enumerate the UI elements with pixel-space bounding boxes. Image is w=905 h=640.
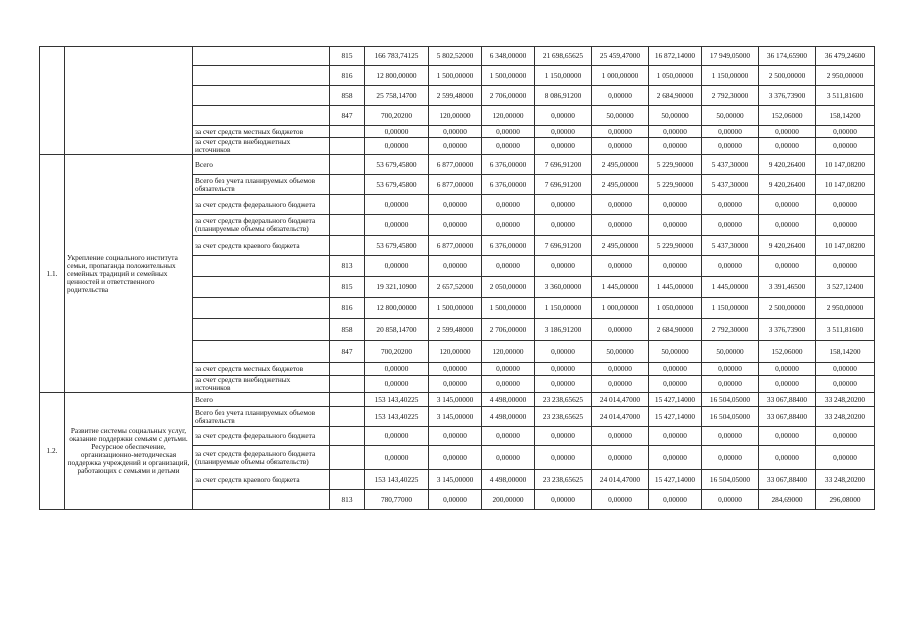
amount-cell: 0,00000 (365, 446, 429, 470)
amount-cell: 10 147,08200 (816, 175, 875, 195)
amount-cell: 0,00000 (535, 363, 592, 376)
amount-cell: 0,00000 (592, 138, 649, 155)
amount-cell: 5 437,30000 (702, 236, 759, 256)
amount-cell: 0,00000 (702, 126, 759, 138)
amount-cell: 2 050,00000 (482, 277, 535, 298)
amount-cell: 50,00000 (592, 341, 649, 363)
amount-cell: 0,00000 (429, 256, 482, 277)
amount-cell: 7 696,91200 (535, 175, 592, 195)
amount-cell: 24 014,47000 (592, 393, 649, 407)
amount-cell: 284,69000 (759, 490, 816, 510)
funding-source (193, 86, 330, 106)
amount-cell: 6 376,00000 (482, 175, 535, 195)
funding-source: за счет средств местных бюджетов (193, 363, 330, 376)
amount-cell: 0,00000 (816, 256, 875, 277)
amount-cell: 36 174,65900 (759, 47, 816, 66)
amount-cell: 0,00000 (759, 126, 816, 138)
amount-cell: 0,00000 (816, 427, 875, 446)
amount-cell: 0,00000 (649, 256, 702, 277)
amount-cell: 36 479,24600 (816, 47, 875, 66)
amount-cell: 158,14200 (816, 106, 875, 126)
amount-cell: 0,00000 (365, 126, 429, 138)
funding-source: за счет средств внебюджетных источников (193, 376, 330, 393)
amount-cell: 0,00000 (649, 376, 702, 393)
amount-cell: 53 679,45800 (365, 175, 429, 195)
amount-cell: 0,00000 (365, 215, 429, 236)
amount-cell: 0,00000 (482, 446, 535, 470)
budget-code (330, 215, 365, 236)
amount-cell: 5 437,30000 (702, 175, 759, 195)
amount-cell: 0,00000 (429, 215, 482, 236)
section-number (40, 47, 65, 155)
section-number: 1.2. (40, 393, 65, 510)
amount-cell: 0,00000 (482, 126, 535, 138)
amount-cell: 3 511,81600 (816, 86, 875, 106)
amount-cell: 0,00000 (482, 138, 535, 155)
amount-cell: 0,00000 (649, 138, 702, 155)
amount-cell: 15 427,14000 (649, 393, 702, 407)
budget-code (330, 393, 365, 407)
amount-cell: 6 877,00000 (429, 155, 482, 175)
amount-cell: 0,00000 (429, 427, 482, 446)
amount-cell: 3 391,46500 (759, 277, 816, 298)
budget-code: 815 (330, 277, 365, 298)
funding-source: за счет средств федерального бюджета (193, 195, 330, 215)
amount-cell: 21 698,65625 (535, 47, 592, 66)
amount-cell: 0,00000 (592, 490, 649, 510)
amount-cell: 1 150,00000 (535, 66, 592, 86)
amount-cell: 5 229,90000 (649, 236, 702, 256)
amount-cell: 0,00000 (535, 106, 592, 126)
amount-cell: 0,00000 (429, 138, 482, 155)
amount-cell: 0,00000 (535, 195, 592, 215)
amount-cell: 0,00000 (702, 490, 759, 510)
amount-cell: 700,20200 (365, 106, 429, 126)
amount-cell: 1 500,00000 (482, 298, 535, 319)
amount-cell: 2 599,48000 (429, 319, 482, 341)
amount-cell: 0,00000 (365, 256, 429, 277)
amount-cell: 0,00000 (649, 195, 702, 215)
amount-cell: 1 500,00000 (482, 66, 535, 86)
amount-cell: 3 376,73900 (759, 86, 816, 106)
amount-cell: 0,00000 (365, 376, 429, 393)
amount-cell: 16 504,05000 (702, 470, 759, 490)
amount-cell: 0,00000 (649, 363, 702, 376)
amount-cell: 12 800,00000 (365, 66, 429, 86)
amount-cell: 9 420,26400 (759, 175, 816, 195)
amount-cell: 1 000,00000 (592, 298, 649, 319)
amount-cell: 10 147,08200 (816, 155, 875, 175)
amount-cell: 158,14200 (816, 341, 875, 363)
amount-cell: 0,00000 (702, 427, 759, 446)
amount-cell: 0,00000 (649, 126, 702, 138)
funding-source: Всего (193, 155, 330, 175)
budget-code: 813 (330, 490, 365, 510)
amount-cell: 5 802,52000 (429, 47, 482, 66)
amount-cell: 0,00000 (365, 363, 429, 376)
amount-cell: 25 459,47000 (592, 47, 649, 66)
amount-cell: 120,00000 (482, 106, 535, 126)
budget-code (330, 407, 365, 427)
amount-cell: 0,00000 (592, 256, 649, 277)
amount-cell: 0,00000 (535, 490, 592, 510)
amount-cell: 0,00000 (702, 256, 759, 277)
amount-cell: 152,06000 (759, 106, 816, 126)
amount-cell: 3 527,12400 (816, 277, 875, 298)
amount-cell: 0,00000 (482, 363, 535, 376)
amount-cell: 2 950,00000 (816, 298, 875, 319)
amount-cell: 0,00000 (429, 376, 482, 393)
amount-cell: 1 050,00000 (649, 66, 702, 86)
amount-cell: 0,00000 (535, 427, 592, 446)
amount-cell: 33 248,20200 (816, 393, 875, 407)
amount-cell: 0,00000 (759, 138, 816, 155)
amount-cell: 1 150,00000 (702, 66, 759, 86)
amount-cell: 3 360,00000 (535, 277, 592, 298)
funding-source (193, 341, 330, 363)
amount-cell: 3 376,73900 (759, 319, 816, 341)
amount-cell: 2 684,90000 (649, 86, 702, 106)
amount-cell: 0,00000 (759, 215, 816, 236)
amount-cell: 0,00000 (429, 126, 482, 138)
amount-cell: 0,00000 (816, 363, 875, 376)
section-name: Укрепление социального института семьи, пропаганда положительных семейных традиций и семейных ценностей и ответственного родительства (65, 155, 193, 393)
amount-cell: 0,00000 (816, 138, 875, 155)
amount-cell: 2 495,00000 (592, 175, 649, 195)
amount-cell: 3 145,00000 (429, 470, 482, 490)
amount-cell: 50,00000 (649, 106, 702, 126)
amount-cell: 153 143,40225 (365, 407, 429, 427)
amount-cell: 0,00000 (535, 126, 592, 138)
amount-cell: 33 067,88400 (759, 393, 816, 407)
amount-cell: 0,00000 (702, 195, 759, 215)
amount-cell: 0,00000 (365, 138, 429, 155)
funding-source: Всего без учета планируемых объемов обязательств (193, 407, 330, 427)
amount-cell: 120,00000 (482, 341, 535, 363)
amount-cell: 0,00000 (535, 138, 592, 155)
amount-cell: 10 147,08200 (816, 236, 875, 256)
amount-cell: 0,00000 (592, 363, 649, 376)
amount-cell: 0,00000 (592, 126, 649, 138)
amount-cell: 0,00000 (482, 427, 535, 446)
budget-code (330, 126, 365, 138)
amount-cell: 0,00000 (759, 427, 816, 446)
amount-cell: 8 086,91200 (535, 86, 592, 106)
amount-cell: 0,00000 (429, 195, 482, 215)
budget-code (330, 376, 365, 393)
amount-cell: 19 321,10900 (365, 277, 429, 298)
amount-cell: 0,00000 (759, 376, 816, 393)
amount-cell: 780,77000 (365, 490, 429, 510)
funding-source: за счет средств местных бюджетов (193, 126, 330, 138)
budget-code: 815 (330, 47, 365, 66)
amount-cell: 2 684,90000 (649, 319, 702, 341)
amount-cell: 5 229,90000 (649, 155, 702, 175)
amount-cell: 5 437,30000 (702, 155, 759, 175)
amount-cell: 0,00000 (702, 376, 759, 393)
amount-cell: 3 186,91200 (535, 319, 592, 341)
amount-cell: 0,00000 (759, 446, 816, 470)
amount-cell: 0,00000 (702, 446, 759, 470)
section-name (65, 47, 193, 155)
amount-cell: 0,00000 (535, 376, 592, 393)
amount-cell: 3 511,81600 (816, 319, 875, 341)
amount-cell: 1 150,00000 (702, 298, 759, 319)
amount-cell: 0,00000 (759, 195, 816, 215)
amount-cell: 1 445,00000 (702, 277, 759, 298)
amount-cell: 15 427,14000 (649, 407, 702, 427)
amount-cell: 0,00000 (482, 256, 535, 277)
amount-cell: 0,00000 (816, 376, 875, 393)
amount-cell: 200,00000 (482, 490, 535, 510)
amount-cell: 0,00000 (592, 319, 649, 341)
amount-cell: 50,00000 (649, 341, 702, 363)
budget-code (330, 427, 365, 446)
amount-cell: 0,00000 (592, 195, 649, 215)
amount-cell: 24 014,47000 (592, 470, 649, 490)
amount-cell: 3 145,00000 (429, 393, 482, 407)
budget-table (39, 46, 875, 510)
amount-cell: 4 498,00000 (482, 407, 535, 427)
section-name: Развитие системы социальных услуг, оказание поддержки семьям с детьми. Ресурсное обеспечение, организационно-методическая поддержка учреждений и организаций, работающих с семьями и детьми (65, 393, 193, 510)
amount-cell: 0,00000 (649, 427, 702, 446)
table-row (40, 393, 875, 407)
budget-code: 816 (330, 298, 365, 319)
amount-cell: 50,00000 (702, 106, 759, 126)
budget-code (330, 363, 365, 376)
budget-code (330, 138, 365, 155)
budget-code (330, 470, 365, 490)
amount-cell: 50,00000 (592, 106, 649, 126)
amount-cell: 12 800,00000 (365, 298, 429, 319)
amount-cell: 16 504,05000 (702, 393, 759, 407)
amount-cell: 6 877,00000 (429, 175, 482, 195)
amount-cell: 16 504,05000 (702, 407, 759, 427)
table-row (40, 155, 875, 175)
amount-cell: 153 143,40225 (365, 393, 429, 407)
funding-source: за счет средств федерального бюджета (193, 427, 330, 446)
section-number: 1.1. (40, 155, 65, 393)
amount-cell: 0,00000 (759, 256, 816, 277)
amount-cell: 0,00000 (816, 195, 875, 215)
budget-code: 858 (330, 86, 365, 106)
funding-source: за счет средств краевого бюджета (193, 236, 330, 256)
amount-cell: 23 238,65625 (535, 407, 592, 427)
funding-source (193, 256, 330, 277)
amount-cell: 0,00000 (535, 446, 592, 470)
funding-source: за счет средств федерального бюджета (планируемые объемы обязательств) (193, 446, 330, 470)
amount-cell: 2 500,00000 (759, 298, 816, 319)
budget-code (330, 155, 365, 175)
amount-cell: 2 792,30000 (702, 319, 759, 341)
funding-source (193, 319, 330, 341)
amount-cell: 0,00000 (429, 446, 482, 470)
budget-code (330, 236, 365, 256)
amount-cell: 0,00000 (592, 86, 649, 106)
amount-cell: 2 706,00000 (482, 319, 535, 341)
amount-cell: 0,00000 (592, 215, 649, 236)
amount-cell: 1 500,00000 (429, 66, 482, 86)
budget-code: 858 (330, 319, 365, 341)
amount-cell: 0,00000 (535, 341, 592, 363)
budget-code (330, 175, 365, 195)
funding-source: за счет средств краевого бюджета (193, 470, 330, 490)
amount-cell: 120,00000 (429, 106, 482, 126)
budget-code: 847 (330, 341, 365, 363)
amount-cell: 0,00000 (816, 126, 875, 138)
amount-cell: 33 067,88400 (759, 407, 816, 427)
amount-cell: 120,00000 (429, 341, 482, 363)
funding-source (193, 66, 330, 86)
amount-cell: 2 950,00000 (816, 66, 875, 86)
amount-cell: 0,00000 (535, 256, 592, 277)
budget-code (330, 195, 365, 215)
amount-cell: 0,00000 (592, 376, 649, 393)
amount-cell: 0,00000 (649, 446, 702, 470)
amount-cell: 0,00000 (816, 215, 875, 236)
amount-cell: 33 248,20200 (816, 407, 875, 427)
amount-cell: 2 657,52000 (429, 277, 482, 298)
table-row (40, 47, 875, 66)
amount-cell: 23 238,65625 (535, 470, 592, 490)
amount-cell: 53 679,45800 (365, 236, 429, 256)
amount-cell: 1 150,00000 (535, 298, 592, 319)
amount-cell: 3 145,00000 (429, 407, 482, 427)
amount-cell: 2 599,48000 (429, 86, 482, 106)
amount-cell: 0,00000 (482, 376, 535, 393)
amount-cell: 16 872,14000 (649, 47, 702, 66)
funding-source: Всего (193, 393, 330, 407)
amount-cell: 0,00000 (702, 138, 759, 155)
amount-cell: 5 229,90000 (649, 175, 702, 195)
budget-code (330, 446, 365, 470)
amount-cell: 7 696,91200 (535, 155, 592, 175)
amount-cell: 2 495,00000 (592, 236, 649, 256)
amount-cell: 0,00000 (649, 490, 702, 510)
funding-source (193, 106, 330, 126)
amount-cell: 1 000,00000 (592, 66, 649, 86)
amount-cell: 7 696,91200 (535, 236, 592, 256)
amount-cell: 9 420,26400 (759, 155, 816, 175)
amount-cell: 2 500,00000 (759, 66, 816, 86)
amount-cell: 1 445,00000 (649, 277, 702, 298)
funding-source (193, 47, 330, 66)
funding-source: за счет средств внебюджетных источников (193, 138, 330, 155)
amount-cell: 0,00000 (365, 195, 429, 215)
amount-cell: 0,00000 (702, 363, 759, 376)
amount-cell: 0,00000 (592, 427, 649, 446)
amount-cell: 1 050,00000 (649, 298, 702, 319)
funding-source (193, 277, 330, 298)
amount-cell: 4 498,00000 (482, 393, 535, 407)
amount-cell: 6 348,00000 (482, 47, 535, 66)
amount-cell: 153 143,40225 (365, 470, 429, 490)
amount-cell: 0,00000 (365, 427, 429, 446)
amount-cell: 2 495,00000 (592, 155, 649, 175)
budget-code: 847 (330, 106, 365, 126)
amount-cell: 20 858,14700 (365, 319, 429, 341)
amount-cell: 33 067,88400 (759, 470, 816, 490)
amount-cell: 2 792,30000 (702, 86, 759, 106)
amount-cell: 6 376,00000 (482, 155, 535, 175)
amount-cell: 23 238,65625 (535, 393, 592, 407)
budget-code: 813 (330, 256, 365, 277)
funding-source (193, 298, 330, 319)
amount-cell: 0,00000 (816, 446, 875, 470)
amount-cell: 25 758,14700 (365, 86, 429, 106)
table-body (40, 47, 875, 510)
amount-cell: 152,06000 (759, 341, 816, 363)
amount-cell: 15 427,14000 (649, 470, 702, 490)
amount-cell: 0,00000 (482, 215, 535, 236)
amount-cell: 0,00000 (649, 215, 702, 236)
funding-source: за счет средств федерального бюджета (планируемые объемы обязательств) (193, 215, 330, 236)
amount-cell: 0,00000 (759, 363, 816, 376)
amount-cell: 2 706,00000 (482, 86, 535, 106)
amount-cell: 24 014,47000 (592, 407, 649, 427)
amount-cell: 53 679,45800 (365, 155, 429, 175)
amount-cell: 0,00000 (702, 215, 759, 236)
amount-cell: 0,00000 (535, 215, 592, 236)
budget-code: 816 (330, 66, 365, 86)
amount-cell: 9 420,26400 (759, 236, 816, 256)
amount-cell: 0,00000 (429, 490, 482, 510)
amount-cell: 6 376,00000 (482, 236, 535, 256)
amount-cell: 166 783,74125 (365, 47, 429, 66)
amount-cell: 6 877,00000 (429, 236, 482, 256)
amount-cell: 296,08000 (816, 490, 875, 510)
amount-cell: 17 949,05000 (702, 47, 759, 66)
amount-cell: 700,20200 (365, 341, 429, 363)
amount-cell: 0,00000 (482, 195, 535, 215)
funding-source: Всего без учета планируемых объемов обязательств (193, 175, 330, 195)
amount-cell: 50,00000 (702, 341, 759, 363)
amount-cell: 33 248,20200 (816, 470, 875, 490)
amount-cell: 0,00000 (592, 446, 649, 470)
amount-cell: 0,00000 (429, 363, 482, 376)
amount-cell: 1 445,00000 (592, 277, 649, 298)
amount-cell: 1 500,00000 (429, 298, 482, 319)
funding-source (193, 490, 330, 510)
amount-cell: 4 498,00000 (482, 470, 535, 490)
